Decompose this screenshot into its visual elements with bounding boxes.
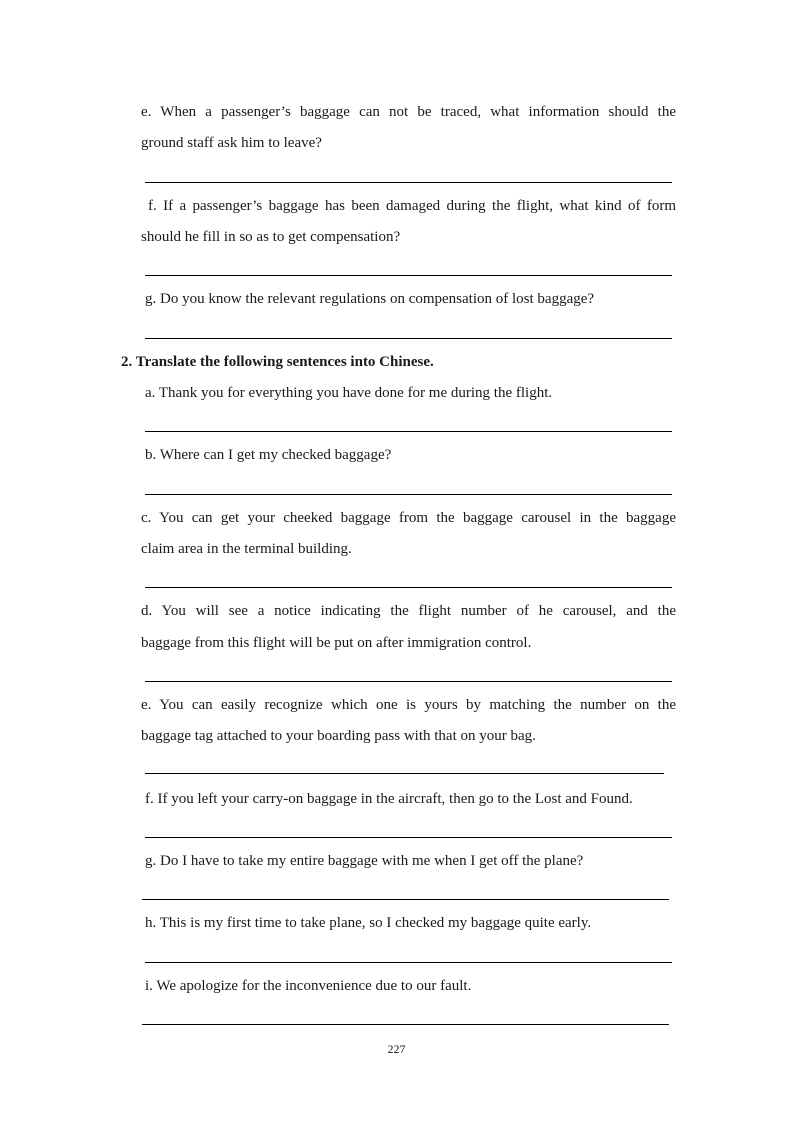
- sentence-f: f. If you left your carry-on baggage in the aircraft, then go to the Lost and Found.: [145, 791, 633, 807]
- sentence-d-line-2: baggage from this flight will be put on after immigration control.: [141, 635, 532, 651]
- answer-line: [142, 899, 669, 900]
- answer-line: [145, 338, 672, 339]
- sentence-c-line-1: c. You can get your cheeked baggage from the baggage carousel in the baggage: [141, 510, 676, 526]
- answer-line: [145, 837, 672, 838]
- sentence-b: b. Where can I get my checked baggage?: [145, 447, 392, 463]
- sentence-a: a. Thank you for everything you have done for me during the flight.: [145, 385, 553, 401]
- question-e-line-1: e. When a passenger’s baggage can not be traced, what information should the: [141, 104, 676, 120]
- sentence-d-line-1: d. You will see a notice indicating the flight number of he carousel, and the: [141, 603, 676, 619]
- answer-line: [142, 1024, 669, 1025]
- sentence-c-line-2: claim area in the terminal building.: [141, 541, 352, 557]
- sentence-e-line-1: e. You can easily recognize which one is yours by matching the number on the: [141, 697, 676, 713]
- sentence-e-line-2: baggage tag attached to your boarding pass with that on your bag.: [141, 728, 536, 744]
- question-g-line-1: g. Do you know the relevant regulations on compensation of lost baggage?: [145, 291, 595, 307]
- answer-line: [145, 587, 672, 588]
- sentence-g: g. Do I have to take my entire baggage with me when I get off the plane?: [145, 853, 584, 869]
- answer-line: [145, 773, 664, 774]
- question-f-line-1: f. If a passenger’s baggage has been damaged during the flight, what kind of form: [148, 198, 676, 214]
- answer-line: [145, 681, 672, 682]
- answer-line: [145, 182, 672, 183]
- sentence-i: i. We apologize for the inconvenience due to our fault.: [145, 978, 472, 994]
- question-f-line-2: should he fill in so as to get compensation?: [141, 229, 401, 245]
- section-2-heading: 2. Translate the following sentences into Chinese.: [121, 354, 434, 370]
- answer-line: [145, 431, 672, 432]
- page-number: 227: [387, 1042, 406, 1056]
- answer-line: [145, 494, 672, 495]
- answer-line: [145, 275, 672, 276]
- question-e-line-2: ground staff ask him to leave?: [141, 135, 322, 151]
- answer-line: [145, 962, 672, 963]
- sentence-h: h. This is my first time to take plane, so I checked my baggage quite early.: [145, 915, 592, 931]
